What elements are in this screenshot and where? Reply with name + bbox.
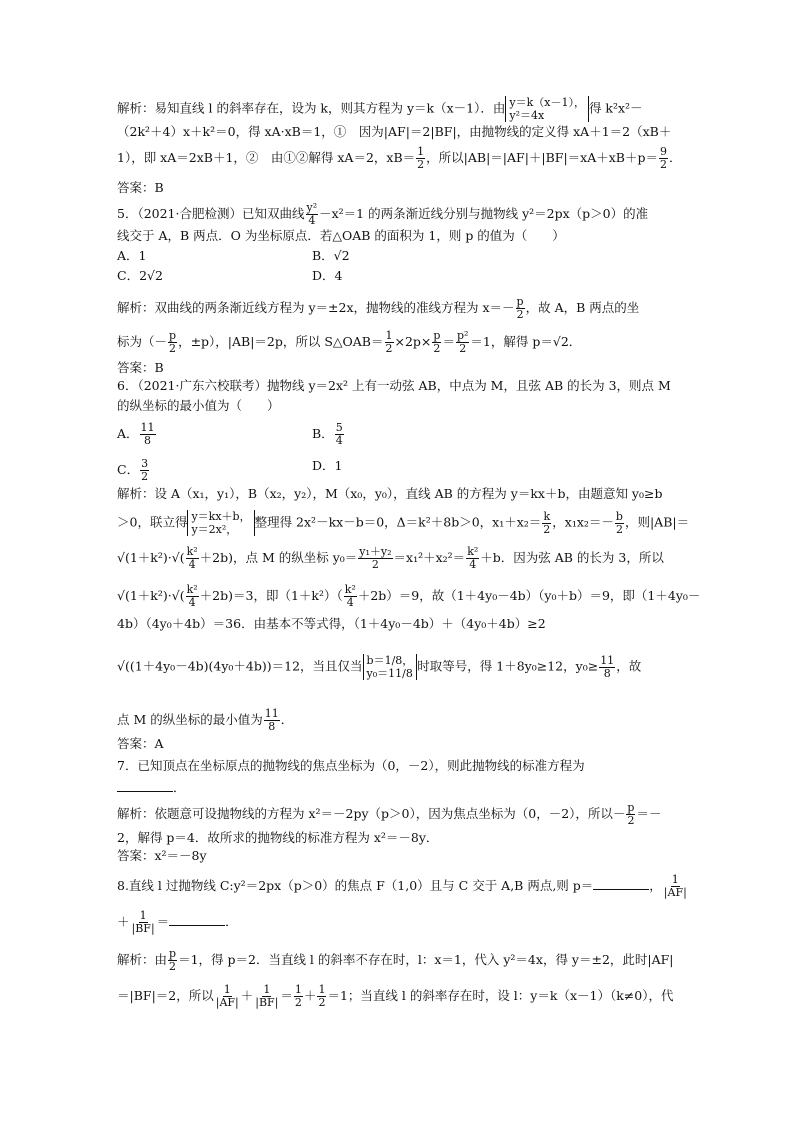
solution-7-line-2: 2，解得 p＝4．故所求的抛物线的标准方程为 x²＝－8y． <box>117 830 439 845</box>
option-6c: C． $\frac{3}{2}$ <box>117 457 149 483</box>
solution-6-line-6: √((1＋4y₀－4b)(4y₀＋4b))＝12，当且仅当 b＝1/8， y₀＝11/8 时取等号，得 1＋8y₀≥12，y₀≥ $\frac{11}{8}$ ，故 <box>117 653 642 680</box>
question-8-line-1: 8.直线 l 过抛物线 C:y²＝2px（p＞0）的焦点 F（1,0）且与 C 交于 A,B 两点,则 p＝ ， $\frac{1}{|AF|}$ <box>117 873 687 899</box>
solution-4-line-1: 解析：易知直线 l 的斜率存在，设为 k，则其方程为 y＝k（x－1）．由 y＝k（x－1）， y²＝4x 得 k²x²－ <box>117 96 643 122</box>
option-5b: B．√2 <box>312 248 350 263</box>
question-5-line-2: 线交于 A，B 两点．O 为坐标原点．若△OAB 的面积为 1，则 p 的值为（ ） <box>117 228 565 243</box>
equation-system: y＝k（x－1）， y²＝4x <box>505 96 589 122</box>
solution-6-line-1: 解析：设 A（x₁，y₁），B（x₂，y₂），M（x₀，y₀），直线 AB 的方程为 y＝kx＋b，由题意知 y₀≥b <box>117 486 663 501</box>
option-6d: D．1 <box>312 458 343 473</box>
question-7-line-2: ． <box>117 780 186 796</box>
answer-7: 答案：x²＝－8y <box>117 848 207 863</box>
question-8-line-2: ＋ $\frac{1}{|BF|}$ ＝ ． <box>117 909 238 935</box>
equation-system: b＝1/8， y₀＝11/8 <box>363 654 418 680</box>
answer-5: 答案：B <box>117 360 164 375</box>
question-5-line-1: 5．（2021·合肥检测）已知双曲线 $\frac{\text{y²}}{4}$ －x²＝1 的两条渐近线分别与抛物线 y²＝2px（p＞0）的准 <box>117 201 649 227</box>
question-6-line-1: 6．（2021·广东六校联考）抛物线 y＝2x² 上有一动弦 AB，中点为 M，且弦 AB 的长为 3，则点 M <box>117 378 671 393</box>
answer-4: 答案：B <box>117 180 164 195</box>
equation-system: y＝kx＋b， y＝2x²， <box>187 510 254 536</box>
question-6-line-2: 的纵坐标的最小值为（ ） <box>117 398 280 413</box>
option-5c: C．2√2 <box>117 268 163 283</box>
question-7-line-1: 7．已知顶点在坐标原点的抛物线的焦点坐标为（0，－2），则此抛物线的标准方程为 <box>117 758 585 773</box>
answer-blank <box>169 915 225 926</box>
option-5d: D．4 <box>312 268 343 283</box>
solution-5-line-2: 标为（－ $\frac{p}{2}$ ，±p），|AB|＝2p，所以 S△OAB＝ $\frac{1}{2}$ ×2p× $\frac{p}{2}$ ＝ $\frac{\text{p²}}{2}$ ＝1，解得 p＝√2． <box>117 329 582 355</box>
solution-6-line-3: √(1＋k²)·√( $\frac{\text{k²}}{4}$ ＋2b)，点 M 的纵坐标 y₀＝ $\frac{\text{y₁＋y₂}}{2}$ ＝x₁²＋x₂²＝ $\frac{\text{k²}}{4}$ ＋b．因为弦 AB 的长为 3，所以 <box>117 545 664 571</box>
option-5a: A．1 <box>117 248 147 263</box>
solution-6-line-5: 4b）（4y₀＋4b）＝36．由基本不等式得，（1＋4y₀－4b）＋（4y₀＋4b）≥2 <box>117 616 546 631</box>
solution-6-line-4: √(1＋k²)·√( $\frac{\text{k²}}{4}$ ＋2b)＝3，即（1＋k²）（ $\frac{\text{k²}}{4}$ ＋2b）＝9，故（1＋4y₀－4b）（y₀＋b）＝9，即（1＋4y₀－ <box>117 583 701 609</box>
answer-6: 答案：A <box>117 736 164 751</box>
answer-blank <box>593 879 649 890</box>
solution-4-line-2: （2k²＋4）x＋k²＝0，得 xA·xB＝1，① 因为|AF|＝2|BF|，由抛物线的定义得 xA＋1＝2（xB＋ <box>117 124 672 139</box>
answer-blank <box>117 781 173 792</box>
solution-8-line-2: ＝|BF|＝2，所以 $\frac{1}{|AF|}$ ＋ $\frac{1}{|BF|}$ ＝ $\frac{1}{2}$ ＋ $\frac{1}{2}$ ＝1；当直线 l 的斜率存在时，设 l：y＝k（x－1）（k≠0），代 <box>117 983 674 1009</box>
solution-4-line-3: 1），即 xA＝2xB＋1，② 由①②解得 xA＝2，xB＝ $\frac{1}{2}$ ，所以|AB|＝|AF|＋|BF|＝xA＋xB＋p＝ $\frac{9}{2}$ ． <box>117 145 682 171</box>
solution-6-line-2: ＞0，联立得 y＝kx＋b， y＝2x²， 整理得 2x²－kx－b＝0，Δ＝k²＋8b＞0，x₁＋x₂＝ $\frac{k}{2}$ ，x₁x₂＝－ $\frac{b}{2}$ ，则|AB|＝ <box>117 509 690 536</box>
solution-7-line-1: 解析：依题意可设抛物线的方程为 x²＝－2py（p＞0），因为焦点坐标为（0，－2），所以－ $\frac{p}{2}$ ＝－ <box>117 801 662 827</box>
solution-8-line-1: 解析：由 $\frac{p}{2}$ ＝1，得 p＝2．当直线 l 的斜率不存在时，l：x＝1，代入 y²＝4x，得 y＝±2，此时|AF| <box>117 947 674 973</box>
option-6a: A． $\frac{11}{8}$ <box>117 421 155 447</box>
option-6b: B． $\frac{5}{4}$ <box>312 421 343 447</box>
solution-5-line-1: 解析：双曲线的两条渐近线方程为 y＝±2x，抛物线的准线方程为 x＝－ $\frac{p}{2}$ ，故 A，B 两点的坐 <box>117 295 640 321</box>
solution-6-line-7: 点 M 的纵坐标的最小值为 $\frac{11}{8}$ ． <box>117 707 294 733</box>
